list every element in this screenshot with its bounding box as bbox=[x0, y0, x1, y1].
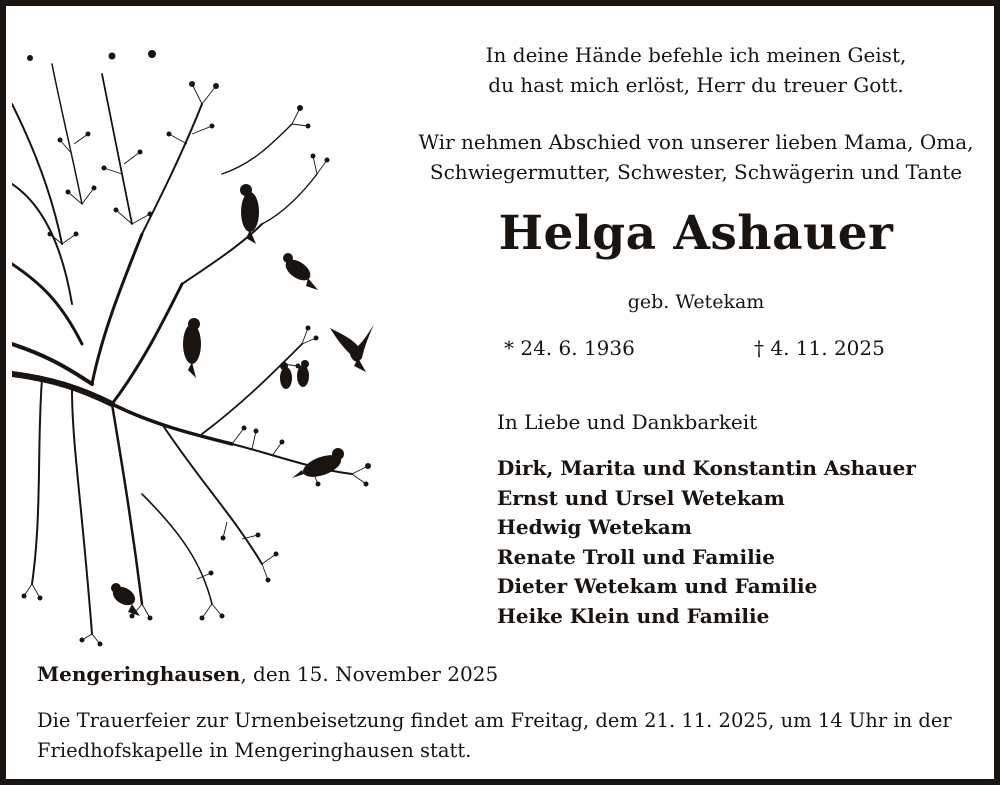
bird-7-icon bbox=[110, 583, 140, 616]
mourner-item: Hedwig Wetekam bbox=[497, 515, 692, 540]
mourner-item: Heike Klein und Familie bbox=[497, 603, 770, 628]
intro-line-1: Wir nehmen Abschied von unserer lieben Mama, Oma, bbox=[418, 130, 974, 154]
bird-4-icon bbox=[280, 362, 292, 389]
town-name: Mengeringhausen bbox=[37, 662, 241, 686]
verse-line-2: du hast mich erlöst, Herr du treuer Gott. bbox=[488, 73, 904, 97]
bible-verse bbox=[406, 40, 986, 100]
hummingbird-icon bbox=[330, 324, 374, 372]
bird-2-icon bbox=[282, 253, 318, 290]
bird-3-icon bbox=[183, 318, 201, 378]
birth-date: * 24. 6. 1936 bbox=[504, 336, 635, 360]
intro-line-2: Schwiegermutter, Schwester, Schwägerin und Tante bbox=[429, 160, 963, 184]
verse-line-1: In deine Hände befehle ich meinen Geist, bbox=[485, 43, 907, 67]
death-date: † 4. 11. 2025 bbox=[754, 336, 885, 360]
place-and-date bbox=[37, 662, 498, 686]
notice-date: , den 15. November 2025 bbox=[240, 662, 499, 686]
maiden-name: geb. Wetekam bbox=[627, 291, 765, 313]
bird-1-icon bbox=[240, 184, 259, 244]
deceased-name: Helga Ashauer bbox=[498, 206, 894, 261]
service-line-1: Die Trauerfeier zur Urnenbeisetzung findet am Freitag, dem 21. 11. 2025, um 14 Uhr in der bbox=[37, 709, 952, 732]
tree-with-birds-illustration bbox=[12, 44, 396, 648]
mourner-item: Dieter Wetekam und Familie bbox=[497, 574, 818, 599]
service-line-2: Friedhofskapelle in Mengeringhausen statt. bbox=[37, 739, 472, 762]
thanks-line: In Liebe und Dankbarkeit bbox=[497, 410, 758, 434]
mourner-item: Dirk, Marita und Konstantin Ashauer bbox=[497, 456, 916, 480]
mourners-list bbox=[497, 454, 916, 632]
farewell-intro bbox=[406, 127, 986, 187]
mourner-item: Ernst und Ursel Wetekam bbox=[497, 485, 785, 510]
bird-6-icon bbox=[292, 448, 344, 481]
funeral-service-info bbox=[37, 706, 977, 766]
mourner-item: Renate Troll und Familie bbox=[497, 544, 776, 569]
